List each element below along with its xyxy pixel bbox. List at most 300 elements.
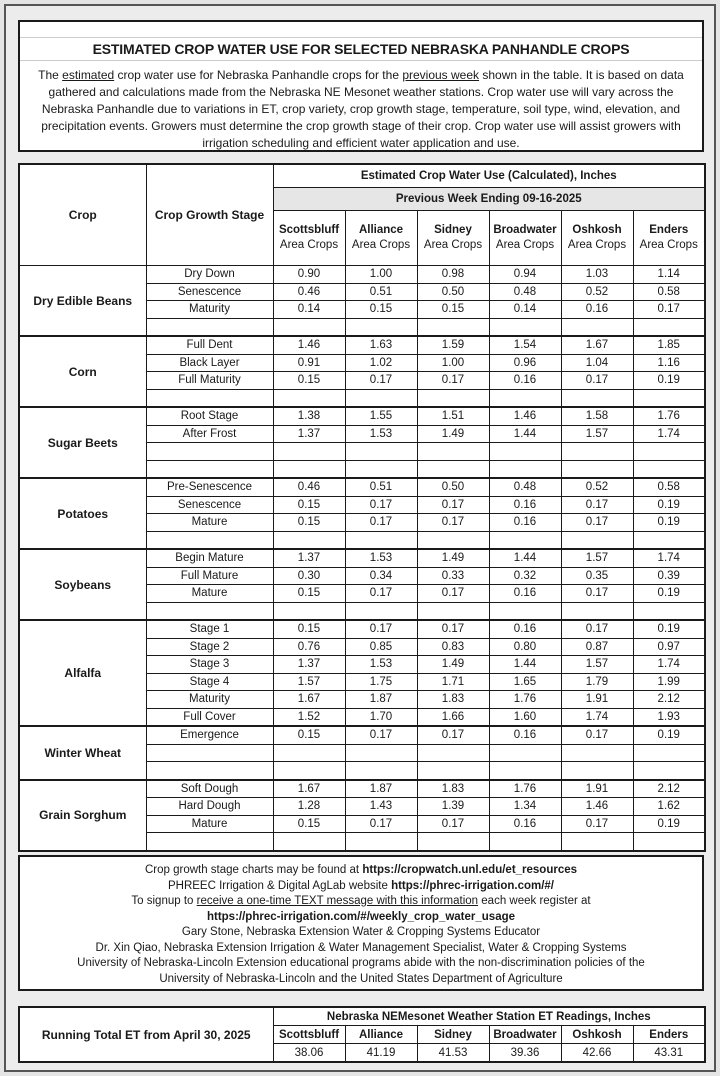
water-use-value: 0.15 [345,301,417,319]
water-use-value: 1.49 [417,549,489,567]
water-use-value [417,531,489,549]
water-use-value: 0.46 [273,478,345,496]
water-use-value: 1.62 [633,798,705,816]
page-title: ESTIMATED CROP WATER USE FOR SELECTED NEBRASKA PANHANDLE CROPS [92,41,630,57]
running-total-location: Alliance [345,1026,417,1044]
water-use-value: 0.19 [633,514,705,532]
water-use-value [633,602,705,620]
water-use-value: 1.99 [633,673,705,691]
crop-name: Corn [19,336,146,407]
water-use-value: 0.17 [561,815,633,833]
running-total-location: Broadwater [489,1026,561,1044]
note-line-8: University of Nebraska-Lincoln and the United States Department of Agriculture [159,972,563,985]
water-use-value: 1.46 [561,798,633,816]
water-use-value: 0.32 [489,567,561,585]
water-use-value: 0.14 [273,301,345,319]
title-strip [20,37,702,61]
running-total-location: Enders [633,1026,705,1044]
note-text: To signup to [131,895,197,907]
water-use-value [273,460,345,478]
location-name: Alliance [358,224,404,236]
water-use-value [417,762,489,780]
running-total-value: 43.31 [633,1044,705,1063]
water-use-value: 0.17 [561,372,633,390]
water-use-value: 1.00 [345,266,417,284]
water-use-value: 1.67 [273,691,345,709]
water-use-value: 1.67 [273,780,345,798]
water-use-value: 0.87 [561,638,633,656]
water-use-value: 1.51 [417,407,489,425]
water-use-value: 0.52 [561,478,633,496]
water-use-value [489,744,561,762]
water-use-value [561,833,633,851]
growth-stage: Full Cover [146,708,273,726]
running-total-value: 39.36 [489,1044,561,1063]
desc-text: The [38,68,63,82]
crop-name: Sugar Beets [19,407,146,478]
water-use-value: 0.50 [417,283,489,301]
table-row [19,407,705,425]
water-use-value: 1.66 [417,708,489,726]
crop-name: Dry Edible Beans [19,266,146,337]
water-use-value: 0.16 [489,620,561,638]
area-crops-label: Area Crops [279,239,339,251]
water-use-value: 0.97 [633,638,705,656]
growth-stage: Emergence [146,726,273,744]
water-use-value: 1.54 [489,336,561,354]
water-use-value: 0.94 [489,266,561,284]
growth-stage: Stage 2 [146,638,273,656]
water-use-value [345,833,417,851]
water-use-value: 0.17 [345,585,417,603]
water-use-value: 1.55 [345,407,417,425]
water-use-value: 1.46 [489,407,561,425]
col-header-alliance [345,211,417,266]
water-use-value: 1.37 [273,549,345,567]
water-use-value: 1.87 [345,780,417,798]
notes-box [18,855,704,991]
growth-stage: Full Dent [146,336,273,354]
water-use-value: 0.58 [633,283,705,301]
note-line-1 [20,863,702,879]
running-total-header: Nebraska NEMesonet Weather Station ET Readings, Inches [273,1007,705,1026]
growth-stage [146,602,273,620]
water-use-value: 0.34 [345,567,417,585]
growth-stage: Begin Mature [146,549,273,567]
growth-stage [146,318,273,336]
intro-box [18,20,704,152]
water-use-value: 1.14 [633,266,705,284]
growth-stage [146,762,273,780]
running-total-table [18,1006,706,1063]
water-use-value: 0.19 [633,372,705,390]
water-use-value: 1.57 [561,656,633,674]
water-use-value: 1.04 [561,354,633,372]
note-line-4 [20,910,702,926]
water-use-value: 0.17 [345,815,417,833]
location-name: Sidney [434,224,472,236]
water-use-value: 0.15 [273,585,345,603]
water-use-value [345,531,417,549]
note-line-2 [20,879,702,895]
crop-name: Grain Sorghum [19,780,146,851]
note-text: each week register at [478,895,591,907]
water-use-value [273,531,345,549]
table-row [19,549,705,567]
water-use-value [561,389,633,407]
water-use-value [489,762,561,780]
water-use-value: 1.39 [417,798,489,816]
water-use-value: 0.16 [489,372,561,390]
water-use-value: 1.76 [633,407,705,425]
water-use-value: 0.17 [417,585,489,603]
phrec-link[interactable]: https://phrec-irrigation.com/#/ [391,879,554,892]
growth-stage: Senescence [146,283,273,301]
location-name: Enders [649,224,689,236]
water-use-value [273,762,345,780]
water-use-value: 1.52 [273,708,345,726]
water-use-value: 1.76 [489,691,561,709]
water-use-value: 0.19 [633,496,705,514]
water-use-value: 1.79 [561,673,633,691]
running-total-location: Sidney [417,1026,489,1044]
water-use-value: 1.83 [417,780,489,798]
running-total-value: 42.66 [561,1044,633,1063]
water-use-value: 0.35 [561,567,633,585]
water-use-value: 0.17 [417,815,489,833]
growth-stage [146,833,273,851]
water-use-value: 0.30 [273,567,345,585]
col-header-sidney [417,211,489,266]
water-use-value: 1.53 [345,549,417,567]
water-use-value [633,744,705,762]
week-header: Previous Week Ending 09-16-2025 [273,188,705,211]
water-use-value: 0.16 [489,514,561,532]
water-use-value: 1.70 [345,708,417,726]
water-use-value: 0.17 [561,585,633,603]
water-use-value: 0.48 [489,478,561,496]
water-use-value: 0.19 [633,585,705,603]
water-use-value [345,443,417,461]
water-use-value: 1.57 [273,673,345,691]
water-use-value [273,602,345,620]
running-total-value: 38.06 [273,1044,345,1063]
water-use-value: 1.00 [417,354,489,372]
water-use-value: 1.34 [489,798,561,816]
note-line-5: Gary Stone, Nebraska Extension Water & Cropping Systems Educator [181,926,541,938]
water-use-value [561,762,633,780]
water-use-value: 0.80 [489,638,561,656]
water-use-value: 1.59 [417,336,489,354]
water-use-value [417,318,489,336]
growth-stage: Hard Dough [146,798,273,816]
water-use-value: 0.16 [489,726,561,744]
water-use-value [561,443,633,461]
water-use-value [273,389,345,407]
crop-water-use-table [18,163,706,852]
location-name: Oshkosh [572,224,622,236]
water-use-value [633,460,705,478]
note-text: PHREEC Irrigation & Digital AgLab website [167,879,392,892]
crop-name: Soybeans [19,549,146,620]
water-use-value: 1.67 [561,336,633,354]
water-use-value: 0.17 [417,514,489,532]
water-use-value [273,744,345,762]
growth-stage: Full Mature [146,567,273,585]
water-use-value: 0.15 [273,726,345,744]
water-use-value [273,833,345,851]
water-use-value: 0.17 [345,726,417,744]
running-total-location: Scottsbluff [273,1026,345,1044]
water-use-value [417,833,489,851]
group-header: Estimated Crop Water Use (Calculated), Inches [273,164,705,188]
water-use-value: 1.16 [633,354,705,372]
note-text: Crop growth stage charts may be found at [144,864,363,876]
growth-stage: Stage 3 [146,656,273,674]
water-use-value [633,531,705,549]
water-use-value: 0.19 [633,620,705,638]
water-use-value: 0.16 [489,585,561,603]
water-use-value: 1.76 [489,780,561,798]
water-use-value: 2.12 [633,780,705,798]
water-use-value: 0.17 [345,372,417,390]
crop-name: Alfalfa [19,620,146,726]
water-use-value [489,443,561,461]
growth-stage: After Frost [146,425,273,443]
water-use-value: 1.53 [345,656,417,674]
water-use-value: 0.15 [273,514,345,532]
water-use-value: 0.16 [561,301,633,319]
water-use-value: 1.03 [561,266,633,284]
table-row [19,478,705,496]
note-underlined: receive a one-time TEXT message with this information [196,895,479,907]
water-use-value: 1.44 [489,549,561,567]
water-use-value: 1.60 [489,708,561,726]
water-use-value [417,389,489,407]
area-crops-label: Area Crops [423,239,483,251]
water-use-value: 1.75 [345,673,417,691]
growth-stage: Dry Down [146,266,273,284]
table-body [19,266,705,851]
water-use-value: 0.91 [273,354,345,372]
water-use-value: 0.15 [417,301,489,319]
water-use-value: 0.98 [417,266,489,284]
water-use-value: 0.17 [417,372,489,390]
water-use-value: 1.87 [345,691,417,709]
water-use-value: 0.85 [345,638,417,656]
water-use-value [633,389,705,407]
water-use-value [561,318,633,336]
water-use-value: 0.17 [417,726,489,744]
water-use-value: 1.02 [345,354,417,372]
growth-stage [146,744,273,762]
water-use-value: 0.83 [417,638,489,656]
growth-stage [146,531,273,549]
water-use-value: 0.51 [345,478,417,496]
water-use-value: 1.91 [561,780,633,798]
growth-stage: Stage 4 [146,673,273,691]
water-use-value [345,389,417,407]
water-use-value: 0.50 [417,478,489,496]
water-use-value [489,602,561,620]
water-use-value: 1.44 [489,425,561,443]
growth-stage: Maturity [146,691,273,709]
water-use-value: 1.49 [417,656,489,674]
col-header-stage: Crop Growth Stage [146,164,273,266]
water-use-value [489,318,561,336]
water-use-value: 0.15 [273,496,345,514]
intro-description [20,61,702,152]
growth-stage: Root Stage [146,407,273,425]
water-use-value [345,460,417,478]
water-use-value: 1.85 [633,336,705,354]
water-use-value: 0.19 [633,815,705,833]
water-use-value [561,744,633,762]
water-use-value [417,460,489,478]
water-use-value: 0.17 [417,496,489,514]
water-use-value: 0.17 [417,620,489,638]
crop-name: Potatoes [19,478,146,549]
running-total-label: Running Total ET from April 30, 2025 [19,1007,273,1062]
water-use-value: 0.17 [561,726,633,744]
water-use-value [633,443,705,461]
growth-stage [146,389,273,407]
crop-name: Winter Wheat [19,726,146,780]
running-total-value: 41.53 [417,1044,489,1063]
water-use-value [345,762,417,780]
water-use-value [489,460,561,478]
growth-stage: Mature [146,585,273,603]
growth-stage: Black Layer [146,354,273,372]
water-use-value: 1.28 [273,798,345,816]
running-total-value: 41.19 [345,1044,417,1063]
water-use-value: 0.76 [273,638,345,656]
water-use-value: 0.52 [561,283,633,301]
water-use-value: 0.17 [561,496,633,514]
growth-stage: Mature [146,514,273,532]
water-use-value [633,762,705,780]
water-use-value: 0.15 [273,815,345,833]
water-use-value: 1.46 [273,336,345,354]
area-crops-label: Area Crops [495,239,555,251]
water-use-value: 1.91 [561,691,633,709]
water-use-value: 1.71 [417,673,489,691]
area-crops-label: Area Crops [639,239,698,251]
growth-stage: Soft Dough [146,780,273,798]
water-use-value [633,318,705,336]
table-row [19,336,705,354]
table-row [19,620,705,638]
water-use-value: 1.37 [273,425,345,443]
water-use-value [561,602,633,620]
water-use-value: 0.19 [633,726,705,744]
water-use-value: 1.74 [561,708,633,726]
water-use-value: 1.65 [489,673,561,691]
growth-stage: Senescence [146,496,273,514]
note-line-7: University of Nebraska-Lincoln Extension educational programs abide with the non-discrimination policies of the [77,957,645,969]
water-use-value [489,833,561,851]
water-use-value [633,833,705,851]
water-use-value [345,318,417,336]
col-header-scottsbluff [273,211,345,266]
water-use-value: 1.53 [345,425,417,443]
water-use-value: 1.44 [489,656,561,674]
desc-underlined-previous-week: previous week [402,68,480,82]
water-use-value: 1.74 [633,656,705,674]
water-use-value: 0.51 [345,283,417,301]
water-use-value: 0.16 [489,496,561,514]
water-use-value: 0.15 [273,372,345,390]
water-use-value: 0.48 [489,283,561,301]
water-use-value: 1.83 [417,691,489,709]
area-crops-label: Area Crops [351,239,411,251]
location-name: Scottsbluff [278,224,340,236]
water-use-value [489,389,561,407]
col-header-crop: Crop [19,164,146,266]
water-use-value: 1.63 [345,336,417,354]
water-use-value: 0.17 [345,514,417,532]
water-use-value [345,602,417,620]
note-line-3 [20,894,702,910]
water-use-value [489,531,561,549]
water-use-value: 1.74 [633,549,705,567]
water-use-value: 0.17 [345,496,417,514]
water-use-value [273,318,345,336]
water-use-value: 2.12 [633,691,705,709]
water-use-value: 1.57 [561,549,633,567]
water-use-value: 0.90 [273,266,345,284]
growth-stage: Maturity [146,301,273,319]
water-use-value: 1.58 [561,407,633,425]
cropwatch-link[interactable]: https://cropwatch.unl.edu/et_resources [362,864,578,876]
desc-text: shown in the table. It is based on data gathered and calculations made from the Nebraska NE Mesonet weather stations. Crop water use will vary across the Nebraska Panhandle due to variations in ET, crop variety, crop growth stage, temperature, soil type, wind, elevation, and precipitation events. Growers must determine the crop growth stage of their crop. Crop water use will assist growers with irrigation scheduling and efficient water application and use. [41,68,684,150]
desc-underlined-estimated: estimated [62,68,115,82]
water-use-value: 1.93 [633,708,705,726]
col-header-enders [633,211,705,266]
water-use-value: 0.58 [633,478,705,496]
water-use-value [417,443,489,461]
water-use-value: 0.96 [489,354,561,372]
growth-stage: Pre-Senescence [146,478,273,496]
water-use-value: 0.17 [345,620,417,638]
table-row [19,266,705,284]
area-crops-label: Area Crops [567,239,627,251]
table-row [19,726,705,744]
water-use-value: 0.17 [633,301,705,319]
water-use-value: 0.15 [273,620,345,638]
water-use-value [417,602,489,620]
desc-text: crop water use for Nebraska Panhandle crops for the [114,68,403,82]
water-use-value: 0.46 [273,283,345,301]
water-use-value: 1.43 [345,798,417,816]
col-header-oshkosh [561,211,633,266]
location-name: Broadwater [493,224,557,236]
col-header-broadwater [489,211,561,266]
note-line-6: Dr. Xin Qiao, Nebraska Extension Irrigation & Water Management Specialist, Water & Cropping Systems [95,941,627,954]
signup-link[interactable]: https://phrec-irrigation.com/#/weekly_crop_water_usage [206,910,516,923]
water-use-value: 0.16 [489,815,561,833]
water-use-value: 0.14 [489,301,561,319]
water-use-value [273,443,345,461]
water-use-value [561,460,633,478]
water-use-value [561,531,633,549]
water-use-value: 1.49 [417,425,489,443]
table-row [19,780,705,798]
water-use-value: 1.37 [273,656,345,674]
water-use-value: 0.17 [561,514,633,532]
water-use-value: 0.33 [417,567,489,585]
water-use-value: 1.74 [633,425,705,443]
